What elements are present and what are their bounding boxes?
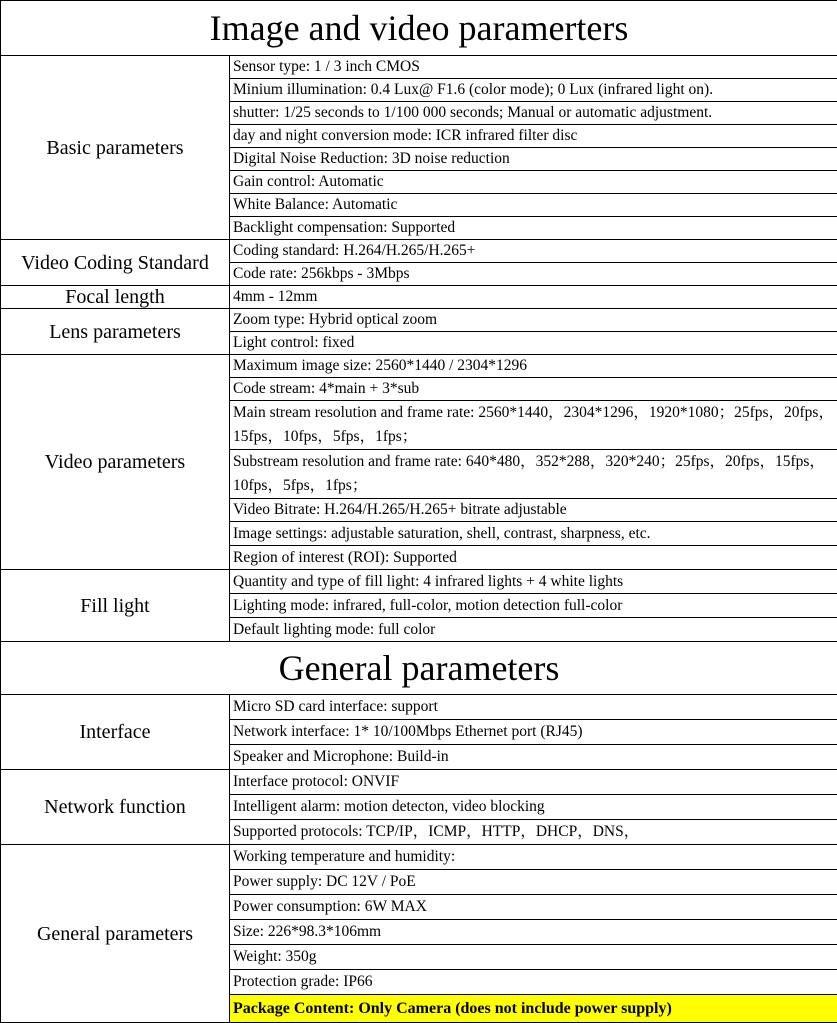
lens-parameters-label: Lens parameters (1, 309, 230, 355)
video-row: Maximum image size: 2560*1440 / 2304*1296 (230, 355, 837, 378)
network-row: Interface protocol: ONVIF (230, 770, 837, 795)
interface-label: Interface (1, 695, 230, 770)
network-row: Intelligent alarm: motion detecton, video blocking (230, 795, 837, 820)
package-content-row: Package Content: Only Camera (does not include power supply) (230, 995, 837, 1023)
general-row: Weight: 350g (230, 945, 837, 970)
general-row: Power consumption: 6W MAX (230, 895, 837, 920)
video-row: Main stream resolution and frame rate: 2560*1440，2304*1296，1920*1080；25fps，20fps，15fps，10fps，5fps，1fps； (230, 401, 837, 450)
video-row: Substream resolution and frame rate: 640*480，352*288，320*240；25fps，20fps，15fps，10fps，5fps，1fps； (230, 450, 837, 499)
general-row: Size: 226*98.3*106mm (230, 920, 837, 945)
coding-row: Coding standard: H.264/H.265/H.265+ (230, 240, 837, 263)
image-video-title: Image and video paramerters (1, 1, 837, 56)
fill-light-label: Fill light (1, 570, 230, 642)
fill-row: Lighting mode: infrared, full-color, motion detection full-color (230, 594, 837, 618)
basic-parameters-label: Basic parameters (1, 56, 230, 240)
general-row: Power supply: DC 12V / PoE (230, 870, 837, 895)
video-parameters-label: Video parameters (1, 355, 230, 570)
basic-row: shutter: 1/25 seconds to 1/100 000 seconds; Manual or automatic adjustment. (230, 102, 837, 125)
lens-row: Zoom type: Hybrid optical zoom (230, 309, 837, 332)
basic-row: White Balance: Automatic (230, 194, 837, 217)
basic-row: Backlight compensation: Supported (230, 217, 837, 240)
video-row: Video Bitrate: H.264/H.265/H.265+ bitrate adjustable (230, 499, 837, 522)
video-row: Code stream: 4*main + 3*sub (230, 378, 837, 401)
basic-row: Digital Noise Reduction: 3D noise reduction (230, 148, 837, 171)
focal-length-label: Focal length (1, 286, 230, 309)
basic-row: day and night conversion mode: ICR infrared filter disc (230, 125, 837, 148)
general-row: Protection grade: IP66 (230, 970, 837, 995)
coding-row: Code rate: 256kbps - 3Mbps (230, 263, 837, 286)
interface-row: Network interface: 1* 10/100Mbps Ethernet port (RJ45) (230, 720, 837, 745)
interface-row: Speaker and Microphone: Build-in (230, 745, 837, 770)
video-coding-label: Video Coding Standard (1, 240, 230, 286)
interface-row: Micro SD card interface: support (230, 695, 837, 720)
lens-row: Light control: fixed (230, 332, 837, 355)
focal-row: 4mm - 12mm (230, 286, 837, 309)
fill-row: Default lighting mode: full color (230, 618, 837, 642)
general-row: Working temperature and humidity: (230, 845, 837, 870)
video-row: Image settings: adjustable saturation, shell, contrast, sharpness, etc. (230, 522, 837, 546)
fill-row: Quantity and type of fill light: 4 infrared lights + 4 white lights (230, 570, 837, 594)
basic-row: Gain control: Automatic (230, 171, 837, 194)
general-parameters-label: General parameters (1, 845, 230, 1023)
general-parameters-title: General parameters (1, 642, 837, 695)
network-function-label: Network function (1, 770, 230, 845)
network-row: Supported protocols: TCP/IP，ICMP，HTTP，DHCP，DNS， (230, 820, 837, 845)
basic-row: Sensor type: 1 / 3 inch CMOS (230, 56, 837, 79)
basic-row: Minium illumination: 0.4 Lux@ F1.6 (color mode); 0 Lux (infrared light on). (230, 79, 837, 102)
video-row: Region of interest (ROI): Supported (230, 546, 837, 570)
